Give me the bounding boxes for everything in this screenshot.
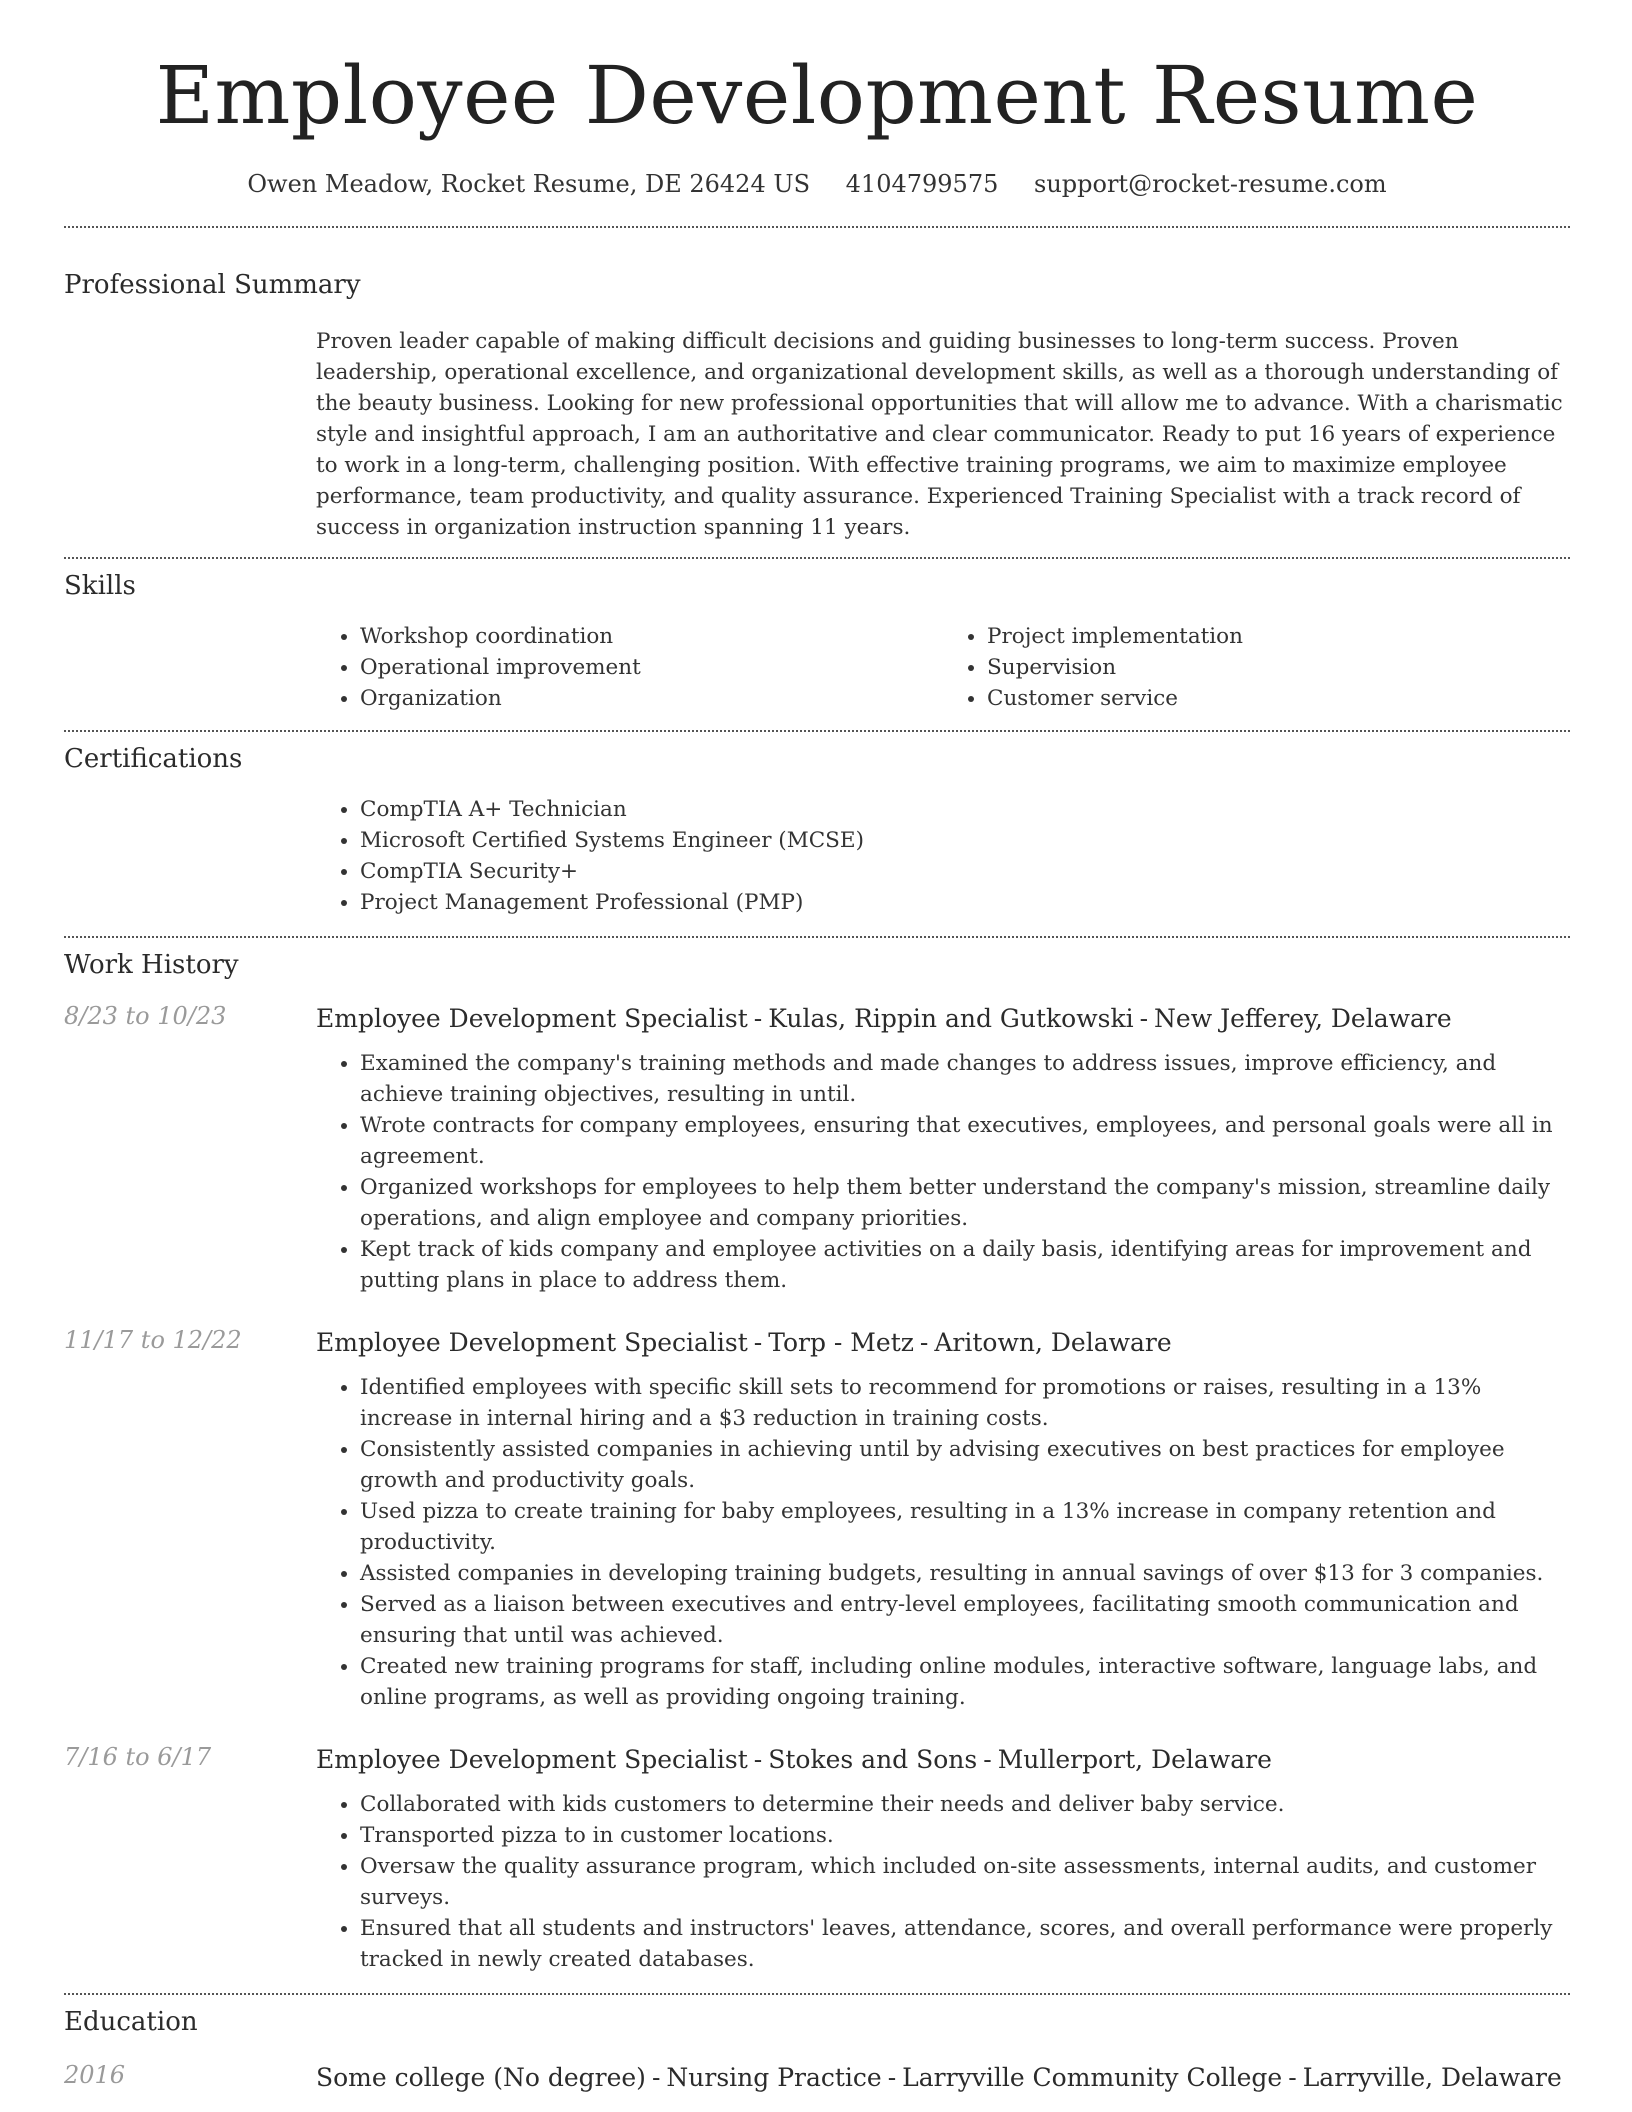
job-entry [64,1002,1570,1296]
job-bullet: • Wrote contracts for company employees, ensuring that executives, employees, and personal goals were all in agreement. [360,1110,1570,1172]
job-bullet: • Collaborated with kids customers to determine their needs and deliver baby service. [360,1789,1570,1820]
divider [64,557,1570,559]
education-heading: Some college (No degree) - Nursing Practice - Larryville Community College - Larryville, Delaware [316,2063,1562,2092]
job-bullet: • Consistently assisted companies in achieving until by advising executives on best practices for employee growth and productivity goals. [360,1434,1570,1496]
job-bullets [316,1048,1570,1296]
section-title-certifications: Certifications [64,744,243,774]
skill-item: • Operational improvement [360,652,943,683]
section-title-skills: Skills [64,571,136,601]
certification-item: • Microsoft Certified Systems Engineer (MCSE) [360,825,1570,856]
job-entry [64,1743,1570,1975]
divider [64,1993,1570,1995]
job-bullet: • Assisted companies in developing training budgets, resulting in annual savings of over $13 for 3 companies. [360,1558,1570,1589]
skills-column-left [316,621,943,714]
skill-item: • Organization [360,683,943,714]
skill-item: • Project implementation [987,621,1570,652]
job-title: Employee Development Specialist [316,1328,748,1357]
job-company: Stokes and Sons [768,1745,978,1774]
skill-item: • Supervision [987,652,1570,683]
summary-block [316,326,1570,543]
contact-phone: 4104799575 [845,170,999,198]
job-dates: 8/23 to 10/23 [64,1002,227,1030]
job-location: Mullerport, Delaware [997,1745,1272,1774]
job-title: Employee Development Specialist [316,1745,748,1774]
job-bullet: • Transported pizza to in customer locations. [360,1820,1570,1851]
job-location: New Jefferey, Delaware [1154,1004,1452,1033]
job-heading: Employee Development Specialist - Torp - Metz - Aritown, Delaware [316,1328,1172,1357]
job-bullet: • Oversaw the quality assurance program, which included on-site assessments, internal audits, and customer surveys. [360,1851,1570,1913]
certification-item: • Project Management Professional (PMP) [360,887,1570,918]
education-entry [64,2061,1570,2095]
job-bullet: • Used pizza to create training for baby employees, resulting in a 13% increase in company retention and productivity. [360,1496,1570,1558]
education-location: Larryville, Delaware [1302,2063,1562,2092]
contact-line [64,170,1570,198]
job-location: Aritown, Delaware [934,1328,1172,1357]
section-title-work-history: Work History [64,950,239,980]
skills-column-right [943,621,1570,714]
job-entry [64,1326,1570,1713]
skills-list [316,621,1570,714]
job-bullet: • Created new training programs for staff, including online modules, interactive software, language labs, and online programs, as well as providing ongoing training. [360,1651,1570,1713]
skill-item: • Customer service [987,683,1570,714]
job-dates: 11/17 to 12/22 [64,1326,242,1354]
resume-title: Employee Development Resume [155,49,1479,142]
job-bullet: • Kept track of kids company and employee activities on a daily basis, identifying areas for improvement and putting plans in place to address them. [360,1234,1570,1296]
skill-item: • Workshop coordination [360,621,943,652]
summary-text: Proven leader capable of making difficult decisions and guiding businesses to long-term success. Proven leadership, operational excellence, and organizational development skills, as well as a thorough understanding of the beauty business. Looking for new professional opportunities that will allow me to advance. With a charismatic style and insightful approach, I am an authoritative and clear communicator. Ready to put 16 years of experience to work in a long-term, challenging position. With effective training programs, we aim to maximize employee performance, team productivity, and quality assurance. Experienced Training Specialist with a track record of success in organization instruction spanning 11 years. [316,329,1563,540]
job-bullet: • Served as a liaison between executives and entry-level employees, facilitating smooth communication and ensuring that until was achieved. [360,1589,1570,1651]
divider [64,226,1570,228]
resume-page [64,0,1570,2107]
job-bullet: • Identified employees with specific skill sets to recommend for promotions or raises, resulting in a 13% increase in internal hiring and a $3 reduction in training costs. [360,1372,1570,1434]
certifications-list [316,794,1570,918]
job-heading: Employee Development Specialist - Stokes and Sons - Mullerport, Delaware [316,1745,1272,1774]
job-bullet: • Examined the company's training methods and made changes to address issues, improve efficiency, and achieve training objectives, resulting in until. [360,1048,1570,1110]
education-field: Nursing Practice [666,2063,882,2092]
job-bullets [316,1789,1570,1975]
certifications-block [316,794,1570,918]
education-degree: Some college (No degree) [316,2063,646,2092]
job-company: Kulas, Rippin and Gutkowski [768,1004,1134,1033]
certification-item: • CompTIA Security+ [360,856,1570,887]
job-dates: 7/16 to 6/17 [64,1743,212,1771]
education-school: Larryville Community College [902,2063,1283,2092]
divider [64,936,1570,938]
section-title-education: Education [64,2007,198,2037]
job-company: Torp - Metz [768,1328,914,1357]
job-heading: Employee Development Specialist - Kulas, Rippin and Gutkowski - New Jefferey, Delaware [316,1004,1452,1033]
education-year: 2016 [64,2061,126,2089]
section-title-summary: Professional Summary [64,270,361,300]
divider [64,730,1570,732]
job-bullet: • Organized workshops for employees to help them better understand the company's mission, streamline daily operations, and align employee and company priorities. [360,1172,1570,1234]
job-bullet: • Ensured that all students and instructors' leaves, attendance, scores, and overall performance were properly tracked in newly created databases. [360,1913,1570,1975]
contact-email: support@rocket-resume.com [1034,170,1387,198]
job-bullets [316,1372,1570,1713]
contact-address: Owen Meadow, Rocket Resume, DE 26424 US [247,170,811,198]
job-title: Employee Development Specialist [316,1004,748,1033]
certification-item: • CompTIA A+ Technician [360,794,1570,825]
